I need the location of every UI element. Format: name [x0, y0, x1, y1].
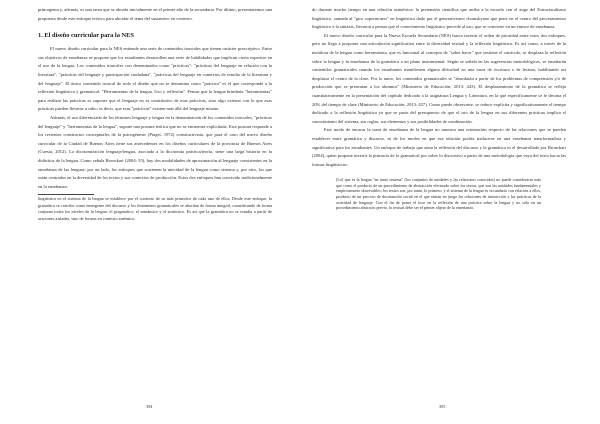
- footnote: lingüística en el sistema de la lengua se establece por el contexto de su más primitivo de cada uno de ellos. Desde este enfoque, la gramática se concibe como emergente del discurso y los fenómenos gramaticales se abordan de forma integral, considerando de forma conjunta todos los niveles de la lengua: el pragmático, el semántico y el sintáctico. Es así que la gramática no se estudia a partir de oraciones aisladas, sino de formas en contexto auténtico.: [38, 196, 272, 221]
- right-page-text-column: [312, 6, 566, 211]
- body-paragraph: El nuevo diseño curricular para la NES entiende una serie de contenidos troncales que tienen carácter prescriptivo. Entre sus objetivos de enseñanza se propone que los estudiantes desarrollen una serie de habilidades que implican cierta expertise en el uso de la lengua. Los contenidos troncales con denominados como "prácticas": "prácticas del lenguaje en relación con la literatura", "prácticas del lenguaje y participación ciudadana", "prácticas del lenguaje en contextos de estudio de la literatura y del lenguaje". El único contenido troncal de todo el diseño que no se denomina como "práctica" es el que corresponde a la reflexión lingüística y gramatical: "Herramientas de la lengua. Uso y reflexión". Pensar que la lengua brindaría "herramientas" para realizar las prácticas es suponer que el lenguaje no es constitutivo de esas prácticas, sino algo externo con lo que esas prácticas pueden llevarse a cabo; es decir, que esas "prácticas" existen más allá del lenguaje mismo.: [38, 46, 272, 112]
- body-paragraph: Además, el uso diferenciado de los términos lenguaje y lengua en la denominación de los contenidos troncales, "prácticas del lenguaje" y "herramientas de la lengua", supone una postura teórica que no se encuentra explicitada. Esta postura responde a los recientes constructos conceptuales de la psicogénesis (Piaget, 1972) constructivista, que para el caso del nuevo diseño curricular de la Ciudad de Buenos Aires tiene sus antecedentes en los diseños curriculares de la provincia de Buenos Aires (Cuesta, 2012). La dicotomización lenguaje/lengua, asociada a la dicotomía práctica/teoría, tiene una larga historia en la didáctica de la lengua. Como señala Bronckart (2004: 55), hay dos modalidades de aproximación al lenguaje coexistentes en la enseñanza de las lenguas: por un lado, los enfoques que sostienen la unicidad de la lengua como sistema y, por otro, los que están centrados en la diversidad de los textos y sus contextos de producción. Estos dos enfoques han convivido tradicionalmente en la enseñanza:: [38, 114, 272, 189]
- block-quote-text: [Lo] que es la lengua "en tanto sistema" (los conjuntos de unidades y las relaciones conocidas) no puede considerarse más que como el producto de un procedimiento de abstracción efectuado sobre los textos, que son las unidades fundamentales y empíricamente observables; los textos son, por tanto, lo primero, y el sistema de la lengua es secundario con relación a ellos, producto de un proceso de decantación social en el que entran en juego las relaciones de interacción y las prácticas de la actividad de lenguaje. Con el fin de poner el foco en la reflexión de una práctica sobre la lengua y no sólo en un procedimiento abstracto previo, lo textual debe ser el primer objeto de la enseñanza.: [336, 177, 541, 211]
- left-page-text-column: [38, 6, 272, 222]
- footnote-divider: [38, 194, 94, 195]
- right-page: [300, 0, 600, 424]
- body-paragraph: Este modo de encarar la tarea de enseñanza de la lengua no muestra una orientación respecto de las relaciones que se pueden establecer entre gramática y discurso, ni de los modos en que esa relación podría traducirse en una enseñanza transformadora y significativa para los estudiantes. Un enfoque de trabajo que aúna la reflexión del discurso y la gramática es el desarrollado por Bronckart (2004), quien propone invertir la primacía de lo gramatical por sobre lo discursivo a partir de una metodología que vaya del texto hacia las formas lingüísticas:: [312, 127, 566, 167]
- section-heading: 1. El diseño curricular para la NES: [38, 32, 134, 40]
- page-number: 394: [146, 404, 153, 409]
- body-paragraph: do durante mucho tiempo en una relación asimétrica: la pretensión científica que arriba a la escuela con el auge del Estructuralismo lingüístico, sumada al "giro copernicano" en lingüística dado por el generativismo chomskyano que pone en el centro del procesamiento lingüístico a la sintaxis, llevaron a pensar que el conocimiento lingüístico precede al uso, que se convierte en un emisor de enseñanza.: [312, 7, 566, 30]
- page-number: 395: [439, 404, 446, 409]
- body-paragraph: El nuevo diseño curricular para la Nueva Escuela Secundaria (NES) busca invertir el orden de prioridad entre estos dos enfoques, pero no llega a proponer una articulación significativa entre la diversidad textual y la reflexión lingüística. Es así como, a través de la metáfora de la lengua como herramienta, que es funcional al concepto de "saber hacer" que sostiene el currículo, se desplaza la reflexión sobre la lengua y la enseñanza de la gramática a un plano instrumental. Según se señala en las sugerencias metodológicas, se enseñarán contenidos gramaticales cuando los estudiantes manifiesten alguna dificultad en una tarea de escritura o de lectura, habilitando así desplazar el centro de la clase. Por lo tanto, los contenidos gramaticales se "abordarán a partir de los problemas de comprensión y/o de producción que se presentan a los alumnos" (Ministerio de Educación, 2013: 443). El desplazamiento de la gramática se refleja cuantitativamente en la presentación del capítulo dedicado a la asignatura Lengua y Literatura, en la que específicamente se le destina el 20% del tiempo de clase (Ministerio de Educación, 2013: 437). Como puede observarse, se reduce explícita y significativamente el tiempo dedicado a la reflexión lingüística ya que se parte del presupuesto de que el uso de la lengua en sus diferentes prácticas implica el conocimiento del sistema, sus reglas, sus elementos y sus posibilidades de combinación.: [312, 32, 566, 124]
- block-quote: [336, 177, 541, 211]
- intro-paragraph: primogenia y, además, es una tarea que se aborda inicialmente en el primer año de la secundaria. Por último, presentaremos una propuesta desde este enfoque teórico para abordar el tema del sustantivo en contexto.: [38, 7, 272, 21]
